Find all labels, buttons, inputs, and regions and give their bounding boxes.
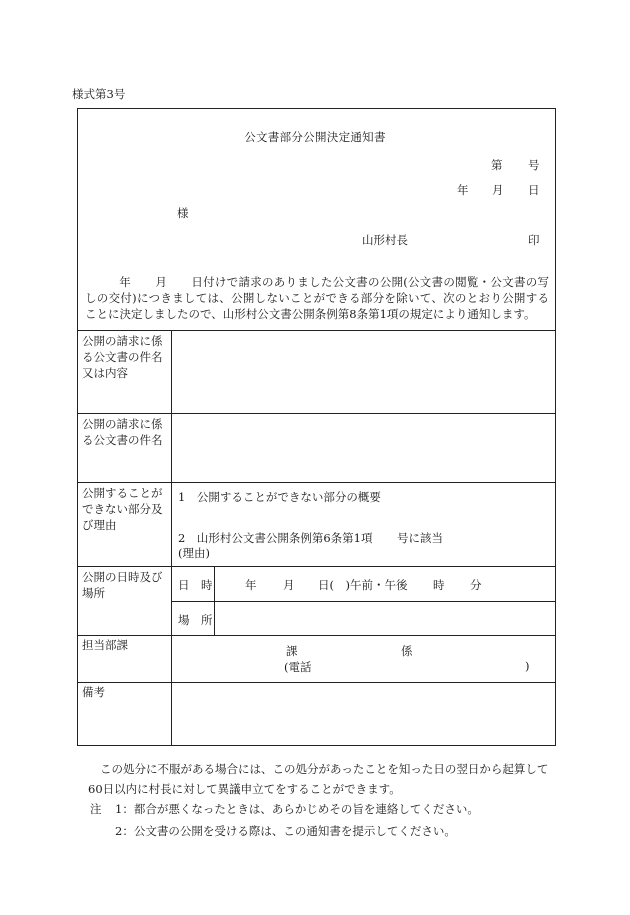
note-marker: 注 xyxy=(90,802,102,816)
divider xyxy=(77,635,556,636)
divider xyxy=(77,413,556,414)
form-number: 様式第3号 xyxy=(72,87,126,101)
request-subject-label: 公開の請求に係る公文書の件名又は内容 xyxy=(82,334,163,380)
department-label: 担当部課 xyxy=(82,638,128,652)
nondisclosure-label: 公開することができない部分及び理由 xyxy=(82,486,163,532)
document-title: 公文書部分公開決定通知書 xyxy=(244,130,386,144)
datetime-place-label: 公開の日時及び場所 xyxy=(82,570,163,600)
body-date-month: 月 xyxy=(155,275,168,289)
number-prefix: 第 xyxy=(491,158,503,172)
issuer: 山形村長 xyxy=(362,233,408,247)
subcell-divider xyxy=(214,566,215,635)
nondisclosure-item-2: 2 山形村公文書公開条例第6条第1項 xyxy=(178,531,373,545)
notice-body xyxy=(85,274,549,322)
nondisclosure-item-2-suffix: 号に該当 xyxy=(397,531,443,545)
section-label: 課 xyxy=(286,644,298,658)
note-2: 2：公文書の公開を受ける際は、この通知書を提示してください。 xyxy=(115,824,456,838)
note-1: 1：都合が悪くなったときは、あらかじめその旨を連絡してください。 xyxy=(115,802,479,816)
divider xyxy=(77,682,556,683)
divider xyxy=(77,566,556,567)
date-time-label: 日 時 xyxy=(178,578,213,592)
remarks-label: 備考 xyxy=(82,685,105,699)
subsection-label: 係 xyxy=(401,644,413,658)
dt-hour: 時 xyxy=(433,578,445,592)
nondisclosure-item-1: 1 公開することができない部分の概要 xyxy=(178,490,381,504)
body-text: 日付けで請求のありました公文書の公開(公文書の閲覧・公文書の写しの交付)につきましては、公開しないことができる部分を除いて、次のとおり公開することに決定しましたので、山形村公文書公開条例第8条第1項の規定により通知します。 xyxy=(85,275,550,321)
dt-month: 月 xyxy=(283,578,295,592)
nondisclosure-reason: (理由) xyxy=(178,546,210,560)
addressee-honorific: 様 xyxy=(177,206,189,220)
seal-mark: 印 xyxy=(528,233,540,247)
divider xyxy=(171,601,556,602)
date-day: 日 xyxy=(528,183,540,197)
place-label: 場 所 xyxy=(178,613,213,627)
number-suffix: 号 xyxy=(528,158,540,172)
label-column-divider xyxy=(171,330,172,746)
phone-open: (電話 xyxy=(284,660,312,674)
date-year: 年 xyxy=(457,183,469,197)
phone-close: ) xyxy=(525,659,530,673)
dt-minute: 分 xyxy=(470,578,482,592)
appeal-notice: この処分に不服がある場合には、この処分があったことを知った日の翌日から起算して60日以内に村長に対して異議申立てをすることができます。 xyxy=(88,762,549,796)
document-title-label: 公開の請求に係る公文書の件名 xyxy=(82,417,163,447)
body-date-year: 年 xyxy=(119,275,132,289)
dt-day-ampm: 日( )午前・午後 xyxy=(318,578,408,592)
dt-year: 年 xyxy=(245,578,257,592)
divider xyxy=(77,482,556,483)
date-month: 月 xyxy=(492,183,504,197)
divider xyxy=(77,330,556,331)
